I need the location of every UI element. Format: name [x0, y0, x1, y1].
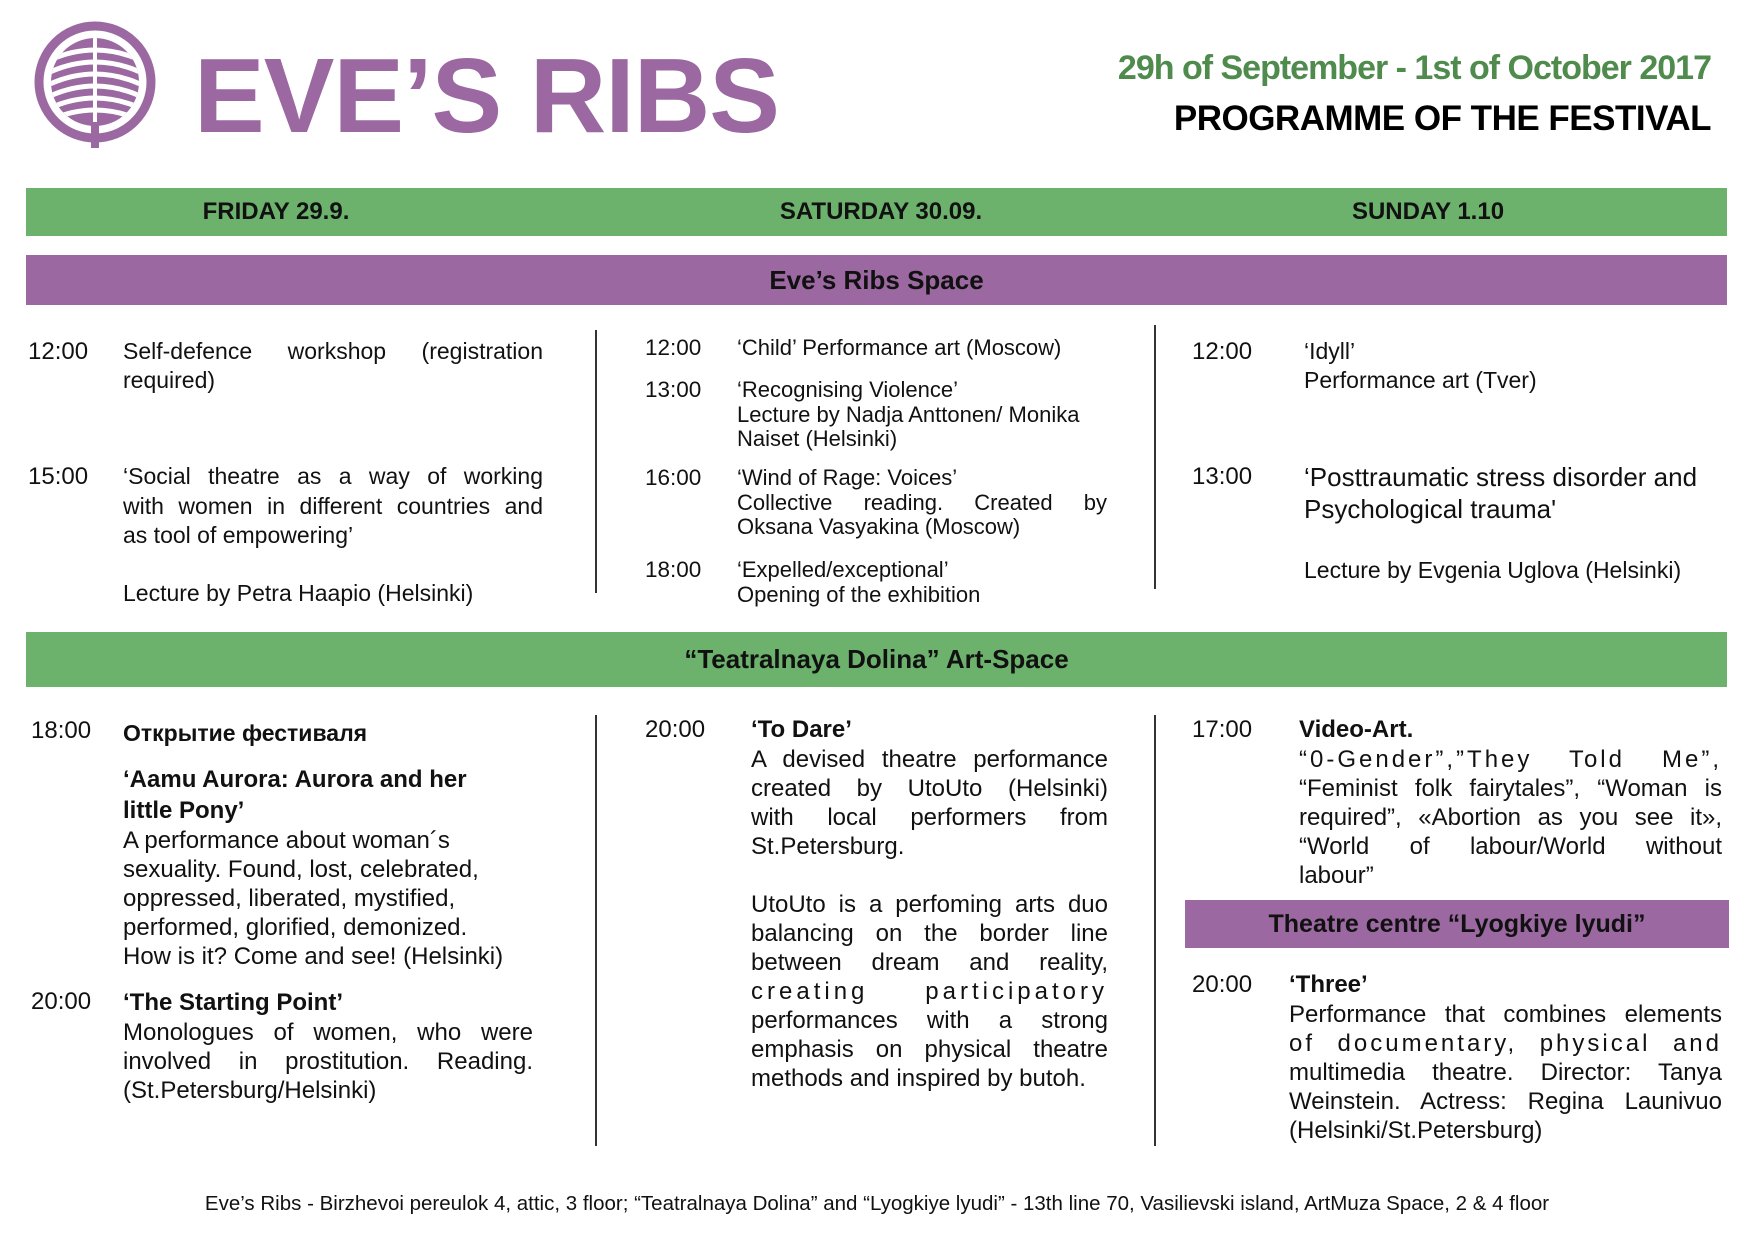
- venue-bar-eves-ribs-space: Eve’s Ribs Space: [26, 255, 1727, 305]
- event-time: 18:00: [645, 557, 702, 582]
- event-title: ‘Three’: [1289, 971, 1368, 998]
- event-text-line: with women in different countries and: [123, 492, 543, 519]
- event-lecturer: Lecture by Petra Haapio (Helsinki): [123, 580, 474, 606]
- day-label-saturday: SATURDAY 30.09.: [779, 198, 983, 225]
- event-description: [123, 462, 543, 551]
- event-text-line: Collective reading. Created by: [737, 489, 1107, 515]
- event-description: [737, 558, 1107, 607]
- event-text-line: of documentary, physical and: [1289, 1030, 1722, 1057]
- event-text-line: Oksana Vasyakina (Moscow): [737, 514, 1021, 539]
- event-text-line: ‘Posttraumatic stress disorder and: [1304, 462, 1698, 492]
- event-text-line: Performance that combines elements: [1289, 1001, 1722, 1028]
- event-text-line: How is it? Come and see! (Helsinki): [123, 943, 504, 970]
- event-text-line: Monologues of women, who were: [123, 1019, 533, 1046]
- event-time: 20:00: [1192, 971, 1253, 998]
- venue-bar-teatralnaya-dolina: “Teatralnaya Dolina” Art-Space: [26, 632, 1727, 687]
- event-description: [123, 826, 533, 971]
- event-time: 17:00: [1192, 716, 1253, 743]
- event-text-line: required”, «Abortion as you see it»,: [1299, 804, 1722, 831]
- event-text-line: Opening of the exhibition: [737, 581, 981, 607]
- event-text-line: balancing on the border line: [751, 920, 1108, 947]
- event-text-line: as tool of empowering’: [123, 522, 354, 548]
- event-text-line: ‘Wind of Rage: Voices’: [737, 465, 958, 490]
- event-description: [737, 336, 1107, 361]
- event-time: 13:00: [645, 377, 702, 402]
- event-text-line: St.Petersburg.: [751, 833, 905, 860]
- column-divider: [1154, 715, 1156, 1146]
- event-title: Video-Art.: [1299, 716, 1414, 743]
- event-text-line: ‘Idyll’: [1304, 338, 1356, 364]
- event-text-line: between dream and reality,: [751, 949, 1108, 976]
- event-description: [737, 378, 1107, 452]
- column-divider: [595, 330, 597, 593]
- festival-opening-heading: Открытие фестиваля: [123, 720, 368, 746]
- event-text-line: ‘Child’ Performance art (Moscow): [737, 335, 1062, 360]
- event-text-line: Naiset (Helsinki): [737, 426, 898, 451]
- event-text-line: ‘Recognising Violence’: [737, 377, 958, 402]
- performer-description: [751, 890, 1108, 1093]
- day-label-friday: FRIDAY 29.9.: [202, 198, 350, 225]
- event-text-line: Weinstein. Actress: Regina Launivuo: [1289, 1088, 1722, 1115]
- event-description: [123, 337, 543, 395]
- event-text-line: Lecture by Nadja Anttonen/ Monika: [737, 401, 1080, 427]
- event-text-line: labour”: [1299, 862, 1374, 889]
- event-text-line: performed, glorified, demonized.: [123, 914, 468, 941]
- event-time: 13:00: [1192, 463, 1253, 490]
- event-text-line: “0-Gender”,”They Told Me”,: [1299, 746, 1722, 773]
- event-text-line: multimedia theatre. Director: Tanya: [1289, 1059, 1722, 1086]
- event-text-line: (Helsinki/St.Petersburg): [1289, 1117, 1543, 1144]
- event-text-line: methods and inspired by butoh.: [751, 1065, 1086, 1092]
- event-time: 12:00: [1192, 338, 1253, 365]
- event-text-line: A performance about woman´s: [123, 827, 450, 854]
- event-description: [1304, 461, 1718, 525]
- event-description: [1304, 337, 1718, 395]
- event-title: [123, 764, 533, 826]
- event-time: 20:00: [31, 988, 92, 1015]
- event-text-line: creating participatory: [751, 978, 1108, 1005]
- event-time: 15:00: [28, 463, 89, 490]
- event-title-line: little Pony’: [123, 797, 245, 824]
- event-time: 12:00: [645, 335, 702, 360]
- event-description: [123, 1018, 533, 1105]
- column-divider: [595, 715, 597, 1146]
- event-text-line: required): [123, 367, 216, 393]
- footer-address: Eve’s Ribs - Birzhevoi pereulok 4, attic, 3 floor; “Teatralnaya Dolina” and “Lyogkiye lyudi” - 13th line 70, Vasilievski island, ArtMuza Space, 2 & 4 floor: [204, 1192, 1550, 1215]
- logo-stem: [91, 122, 99, 148]
- event-text-line: Psychological trauma': [1304, 494, 1557, 524]
- event-time: 16:00: [645, 465, 702, 490]
- programme-subtitle: PROGRAMME OF THE FESTIVAL: [1173, 99, 1711, 138]
- event-text-line: ‘Social theatre as a way of working: [123, 463, 543, 489]
- event-text-line: “Feminist folk fairytales”, “Woman is: [1299, 775, 1722, 802]
- event-text-line: emphasis on physical theatre: [751, 1036, 1108, 1063]
- event-time: 18:00: [31, 717, 92, 744]
- event-text-line: Performance art (Tver): [1304, 367, 1537, 393]
- event-text-line: with local performers from: [751, 804, 1108, 831]
- venue-bar-lyogkiye-lyudi: Theatre centre “Lyogkiye lyudi”: [1185, 900, 1729, 948]
- event-description: [1289, 1000, 1722, 1145]
- event-text-line: created by UtoUto (Helsinki): [751, 775, 1108, 802]
- ribs-tree-in-circle-logo-icon: [32, 18, 160, 150]
- event-description: [737, 466, 1107, 540]
- event-time: 20:00: [645, 716, 706, 743]
- event-text-line: UtoUto is a perfoming arts duo: [751, 891, 1108, 918]
- festival-dates: 29h of September - 1st of October 2017: [1117, 49, 1711, 87]
- event-text-line: (St.Petersburg/Helsinki): [123, 1077, 377, 1104]
- event-description: [751, 745, 1108, 861]
- event-text-line: ‘Expelled/exceptional’: [737, 557, 949, 582]
- event-text-line: oppressed, liberated, mystified,: [123, 885, 456, 912]
- event-text-line: sexuality. Found, lost, celebrated,: [123, 856, 479, 883]
- event-title-line: ‘Aamu Aurora: Aurora and her: [123, 766, 467, 793]
- event-time: 12:00: [28, 338, 89, 365]
- event-text-line: involved in prostitution. Reading.: [123, 1048, 533, 1075]
- event-text-line: A devised theatre performance: [751, 746, 1108, 773]
- festival-title: EVE’S RIBS: [194, 37, 779, 155]
- event-title: ‘The Starting Point’: [123, 989, 343, 1016]
- day-label-sunday: SUNDAY 1.10: [1351, 198, 1505, 225]
- event-text-line: performances with a strong: [751, 1007, 1108, 1034]
- event-text-line: “World of labour/World without: [1299, 833, 1722, 860]
- event-title: ‘To Dare’: [751, 716, 852, 743]
- event-lecturer: Lecture by Evgenia Uglova (Helsinki): [1304, 557, 1682, 583]
- day-header-bar: [26, 188, 1727, 236]
- event-description: [1299, 745, 1722, 890]
- event-text-line: Self-defence workshop (registration: [123, 338, 543, 364]
- column-divider: [1154, 325, 1156, 589]
